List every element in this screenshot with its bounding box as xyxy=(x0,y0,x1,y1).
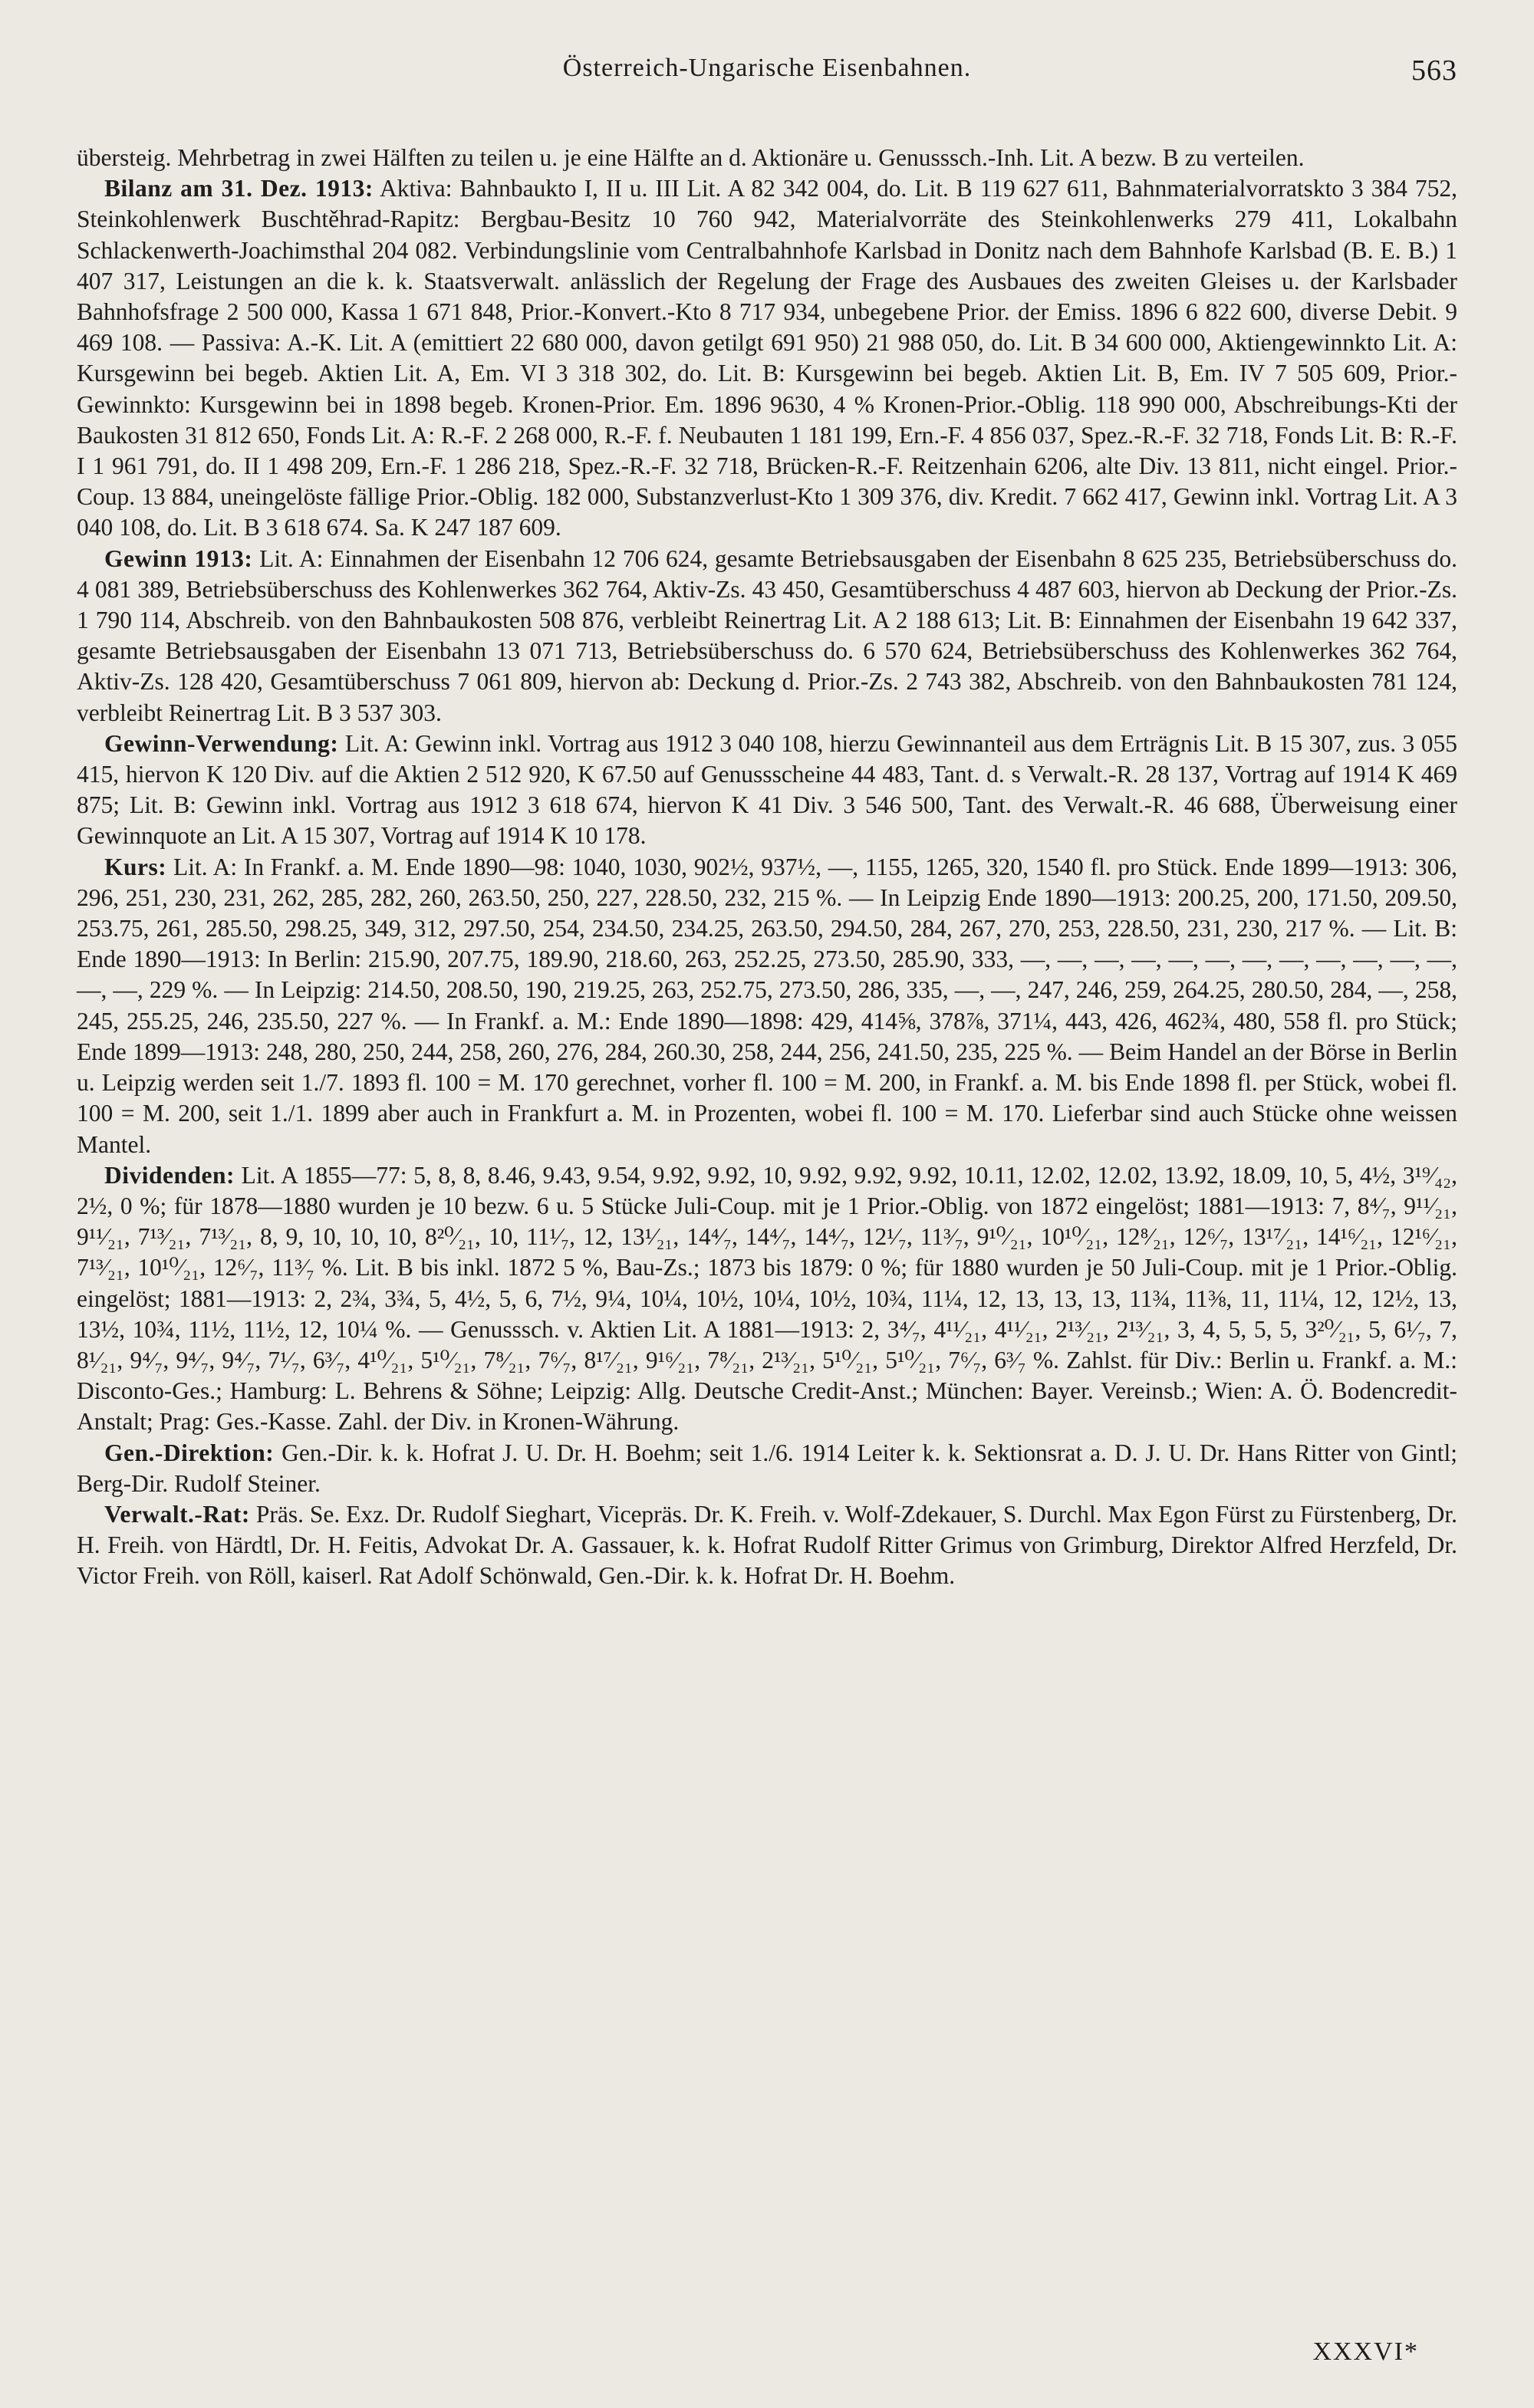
paragraph-gen-direktion xyxy=(77,1438,1457,1499)
section-heading: Verwalt.-Rat: xyxy=(104,1500,250,1528)
paragraph-gewinn xyxy=(77,544,1457,729)
paragraph-text: Lit. A: In Frankf. a. M. Ende 1890—98: 1040, 1030, 902½, 937½, —, 1155, 1265, 320, 1540 fl. pro Stück. Ende 1899—1913: 306, 296, 251, 230, 231, 262, 285, 282, 260, 263.50, 250, 227, 228.50, 232, 215 %. — In Leipzig Ende 1890—1913: 200.25, 200, 171.50, 209.50, 253.75, 261, 285.50, 298.25, 349, 312, 297.50, 254, 234.50, 234.25, 263.50, 294.50, 284, 267, 270, 253, 228.50, 231, 230, 217 %. — Lit. B: Ende 1890—1913: In Berlin: 215.90, 207.75, 189.90, 218.60, 263, 252.25, 273.50, 285.90, 333, —, —, —, —, —, —, —, —, —, —, —, —, —, —, 229 %. — In Leipzig: 214.50, 208.50, 190, 219.25, 263, 252.75, 273.50, 286, 335, —, —, 247, 246, 259, 264.25, 280.50, 284, —, 258, 245, 255.25, 246, 235.50, 227 %. — In Frankf. a. M.: Ende 1890—1898: 429, 414⅝, 378⅞, 371¼, 443, 426, 462¾, 480, 558 fl. pro Stück; Ende 1899—1913: 248, 280, 250, 244, 258, 260, 276, 284, 260.30, 258, 244, 256, 241.50, 235, 225 %. — Beim Handel an der Börse in Berlin u. Leipzig werden seit 1./7. 1893 fl. 100 = M. 170 gerechnet, vorher fl. 100 = M. 200, in Frankf. a. M. bis Ende 1898 fl. per Stück, wobei fl. 100 = M. 200, seit 1./1. 1899 aber auch in Frankfurt a. M. in Prozenten, wobei fl. 100 = M. 170. Lieferbar sind auch Stücke ohne weissen Mantel. xyxy=(77,853,1457,1158)
paragraph-continuation xyxy=(77,143,1457,173)
paragraph-gewinn-verwendung xyxy=(77,729,1457,852)
paragraph-text: Präs. Se. Exz. Dr. Rudolf Sieghart, Vicepräs. Dr. K. Freih. v. Wolf-Zdekauer, S. Durchl. Max Egon Fürst zu Fürstenberg, Dr. H. Freih. von Härdtl, Dr. H. Feitis, Advokat Dr. A. Gassauer, k. k. Hofrat Rudolf Ritter Grimus von Grimburg, Direktor Alfred Herzfeld, Dr. Victor Freih. von Röll, kaiserl. Rat Adolf Schönwald, Gen.-Dir. k. k. Hofrat Dr. H. Boehm. xyxy=(77,1500,1457,1590)
paragraph-text: Lit. A: Gewinn inkl. Vortrag aus 1912 3 040 108, hierzu Gewinnanteil aus dem Erträgnis Lit. B 15 307, zus. 3 055 415, hiervon K 120 Div. auf die Aktien 2 512 920, K 67.50 auf Genussscheine 44 483, Tant. d. s Verwalt.-R. 28 137, Vortrag auf 1914 K 469 875; Lit. B: Gewinn inkl. Vortrag aus 1912 3 618 674, hiervon K 41 Div. 3 546 500, Tant. des Verwalt.-R. 46 688, Überweisung einer Gewinnquote an Lit. A 15 307, Vortrag auf 1914 K 10 178. xyxy=(77,729,1457,850)
running-head xyxy=(77,54,1457,97)
section-heading: Gewinn-Verwendung: xyxy=(104,729,339,757)
paragraph-text: Lit. A 1855—77: 5, 8, 8, 8.46, 9.43, 9.54, 9.92, 9.92, 10, 9.92, 9.92, 9.92, 10.11, 12.02, 12.02, 13.92, 18.09, 10, 5, 4½, 3¹⁹⁄₄₂, 2½, 0 %; für 1878—1880 wurden je 10 bezw. 6 u. 5 Stücke Juli-Coup. mit je 1 Prior.-Oblig. von 1872 eingelöst; 1881—1913: 7, 8⁴⁄₇, 9¹¹⁄₂₁, 9¹¹⁄₂₁, 7¹³⁄₂₁, 7¹³⁄₂₁, 8, 9, 10, 10, 10, 8²⁰⁄₂₁, 10, 11¹⁄₇, 12, 13¹⁄₂₁, 14⁴⁄₇, 14⁴⁄₇, 14⁴⁄₇, 12¹⁄₇, 11³⁄₇, 9¹⁰⁄₂₁, 10¹⁰⁄₂₁, 12⁸⁄₂₁, 12⁶⁄₇, 13¹⁷⁄₂₁, 14¹⁶⁄₂₁, 12¹⁶⁄₂₁, 7¹³⁄₂₁, 10¹⁰⁄₂₁, 12⁶⁄₇, 11³⁄₇ %. Lit. B bis inkl. 1872 5 %, Bau-Zs.; 1873 bis 1879: 0 %; für 1880 wurden je 50 Juli-Coup. mit je 1 Prior.-Oblig. eingelöst; 1881—1913: 2, 2¾, 3¾, 5, 4½, 5, 6, 7½, 9¼, 10¼, 10½, 10¼, 10½, 10¾, 11¼, 12, 13, 13, 13, 11¾, 11⅜, 11, 11¼, 12, 12½, 13, 13½, 10¾, 11½, 11½, 12, 10¼ %. — Genusssch. v. Aktien Lit. A 1881—1913: 2, 3⁴⁄₇, 4¹¹⁄₂₁, 4¹¹⁄₂₁, 2¹³⁄₂₁, 2¹³⁄₂₁, 3, 4, 5, 5, 5, 3²⁰⁄₂₁, 5, 6¹⁄₇, 7, 8¹⁄₂₁, 9⁴⁄₇, 9⁴⁄₇, 9⁴⁄₇, 7¹⁄₇, 6³⁄₇, 4¹⁰⁄₂₁, 5¹⁰⁄₂₁, 7⁸⁄₂₁, 7⁶⁄₇, 8¹⁷⁄₂₁, 9¹⁶⁄₂₁, 7⁸⁄₂₁, 2¹³⁄₂₁, 5¹⁰⁄₂₁, 5¹⁰⁄₂₁, 7⁶⁄₇, 6³⁄₇ %. Zahlst. für Div.: Berlin u. Frankf. a. M.: Disconto-Ges.; Hamburg: L. Behrens & Söhne; Leipzig: Allg. Deutsche Credit-Anst.; München: Bayer. Vereinsb.; Wien: A. Ö. Bodencredit-Anstalt; Prag: Ges.-Kasse. Zahl. der Div. in Kronen-Währung. xyxy=(77,1161,1457,1436)
section-heading: Bilanz am 31. Dez. 1913: xyxy=(104,175,374,202)
running-head-title: Österreich-Ungarische Eisenbahnen. xyxy=(562,54,972,82)
paragraph-text: Lit. A: Einnahmen der Eisenbahn 12 706 624, gesamte Betriebsausgaben der Eisenbahn 8 625 235, Betriebsüberschuss do. 4 081 389, Betriebsüberschuss des Kohlenwerkes 362 764, Aktiv-Zs. 43 450, Gesamtüberschuss 4 487 603, hiervon ab Deckung der Prior.-Zs. 1 790 114, Abschreib. von den Bahnbaukosten 508 876, verbleibt Reinertrag Lit. A 2 188 613; Lit. B: Einnahmen der Eisenbahn 19 642 337, gesamte Betriebsausgaben der Eisenbahn 13 071 713, Betriebsüberschuss do. 6 570 624, Betriebsüberschuss des Kohlenwerkes 362 764, Aktiv-Zs. 128 420, Gesamtüberschuss 7 061 809, hiervon ab: Deckung d. Prior.-Zs. 2 743 382, Abschreib. von den Bahnbaukosten 781 124, verbleibt Reinertrag Lit. B 3 537 303. xyxy=(77,544,1458,726)
document-body xyxy=(77,143,1457,1592)
page-number: 563 xyxy=(1411,54,1457,87)
signature-mark: XXXVI* xyxy=(1312,2337,1419,2366)
paragraph-text: übersteig. Mehrbetrag in zwei Hälften zu teilen u. je eine Hälfte an d. Aktionäre u. Genusssch.-Inh. Lit. A bezw. B zu verteilen. xyxy=(77,144,1305,171)
section-heading: Dividenden: xyxy=(104,1161,235,1189)
section-heading: Gewinn 1913: xyxy=(104,544,253,572)
section-heading: Gen.-Direktion: xyxy=(104,1439,275,1466)
paragraph-dividenden xyxy=(77,1160,1457,1438)
section-heading: Kurs: xyxy=(104,853,167,880)
paragraph-text: Gen.-Dir. k. k. Hofrat J. U. Dr. H. Boehm; seit 1./6. 1914 Leiter k. k. Sektionsrat a. D. J. U. Dr. Hans Ritter von Gintl; Berg-Dir. Rudolf Steiner. xyxy=(77,1439,1457,1497)
paragraph-verwalt-rat xyxy=(77,1499,1457,1592)
paragraph-text: Aktiva: Bahnbaukto I, II u. III Lit. A 82 342 004, do. Lit. B 119 627 611, Bahnmaterialvorratskto 3 384 752, Steinkohlenwerk Buschtěhrad-Rapitz: Bergbau-Besitz 10 760 942, Materialvorräte des Steinkohlenwerks 279 411, Lokalbahn Schlackenwerth-Joachimsthal 204 082. Verbindungslinie vom Centralbahnhofe Karlsbad in Donitz nach dem Bahnhofe Karlsbad (B. E. B.) 1 407 317, Leistungen an die k. k. Staatsverwalt. anlässlich der Regelung der Frage des Ausbaues des zweiten Gleises u. der Karlsbader Bahnhofsfrage 2 500 000, Kassa 1 671 848, Prior.-Konvert.-Kto 8 717 934, unbegebene Prior. der Emiss. 1896 6 822 600, diverse Debit. 9 469 108. — Passiva: A.-K. Lit. A (emittiert 22 680 000, davon getilgt 691 950) 21 988 050, do. Lit. B 34 600 000, Aktiengewinnkto Lit. A: Kursgewinn bei begeb. Aktien Lit. A, Em. VI 3 318 302, do. Lit. B: Kursgewinn bei begeb. Aktien Lit. B, Em. IV 7 505 609, Prior.-Gewinnkto: Kursgewinn bei in 1898 begeb. Kronen-Prior. Em. 1896 9630, 4 % Kronen-Prior.-Oblig. 118 990 000, Abschreibungs-Kti der Baukosten 31 812 650, Fonds Lit. A: R.-F. 2 268 000, R.-F. f. Neubauten 1 181 199, Ern.-F. 4 856 037, Spez.-R.-F. 32 718, Fonds Lit. B: R.-F. I 1 961 791, do. II 1 498 209, Ern.-F. 1 286 218, Spez.-R.-F. 32 718, Brücken-R.-F. Reitzenhain 6206, alte Div. 13 811, nicht eingel. Prior.-Coup. 13 884, uneingelöste fällige Prior.-Oblig. 182 000, Substanzverlust-Kto 1 309 376, div. Kredit. 7 662 417, Gewinn inkl. Vortrag Lit. A 3 040 108, do. Lit. B 3 618 674. Sa. K 247 187 609. xyxy=(77,175,1457,541)
paragraph-kurs xyxy=(77,852,1457,1160)
paragraph-bilanz xyxy=(77,173,1457,543)
